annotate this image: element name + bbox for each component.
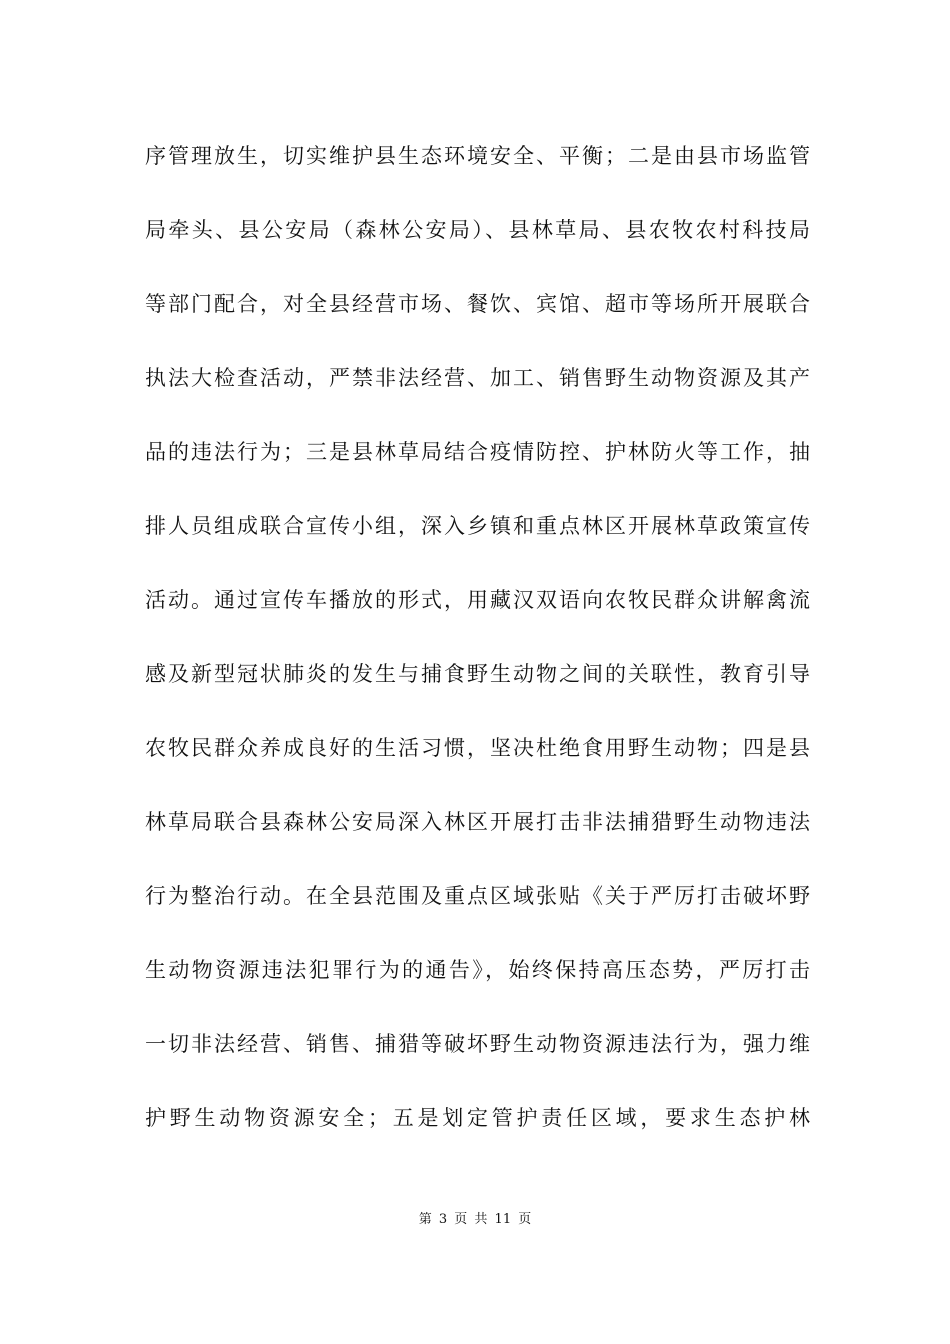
- text-line: 生动物资源违法犯罪行为的通告》，始终保持高压态势，严厉打击: [145, 958, 810, 982]
- body-text: [145, 136, 810, 1172]
- text-line: 感及新型冠状肺炎的发生与捕食野生动物之间的关联性，教育引导: [145, 662, 810, 686]
- text-line: 品的违法行为；三是县林草局结合疫情防控、护林防火等工作，抽: [145, 440, 810, 464]
- text-line: 序管理放生，切实维护县生态环境安全、平衡；二是由县市场监管: [145, 144, 810, 168]
- text-line: 执法大检查活动，严禁非法经营、加工、销售野生动物资源及其产: [145, 366, 810, 390]
- text-line: 行为整治行动。在全县范围及重点区域张贴《关于严厉打击破坏野: [145, 884, 810, 908]
- text-line: 护野生动物资源安全；五是划定管护责任区域，要求生态护林: [145, 1106, 810, 1130]
- text-line: 林草局联合县森林公安局深入林区开展打击非法捕猎野生动物违法: [145, 810, 810, 834]
- text-line: 排人员组成联合宣传小组，深入乡镇和重点林区开展林草政策宣传: [145, 514, 810, 538]
- text-line: 局牵头、县公安局（森林公安局）、县林草局、县农牧农村科技局: [145, 218, 810, 242]
- text-line: 活动。通过宣传车播放的形式，用藏汉双语向农牧民群众讲解禽流: [145, 588, 810, 612]
- text-line: 一切非法经营、销售、捕猎等破坏野生动物资源违法行为，强力维: [145, 1032, 810, 1056]
- text-line: 等部门配合，对全县经营市场、餐饮、宾馆、超市等场所开展联合: [145, 292, 810, 316]
- text-line: 农牧民群众养成良好的生活习惯，坚决杜绝食用野生动物；四是县: [145, 736, 810, 760]
- page-number-footer: 第 3 页 共 11 页: [418, 1212, 532, 1227]
